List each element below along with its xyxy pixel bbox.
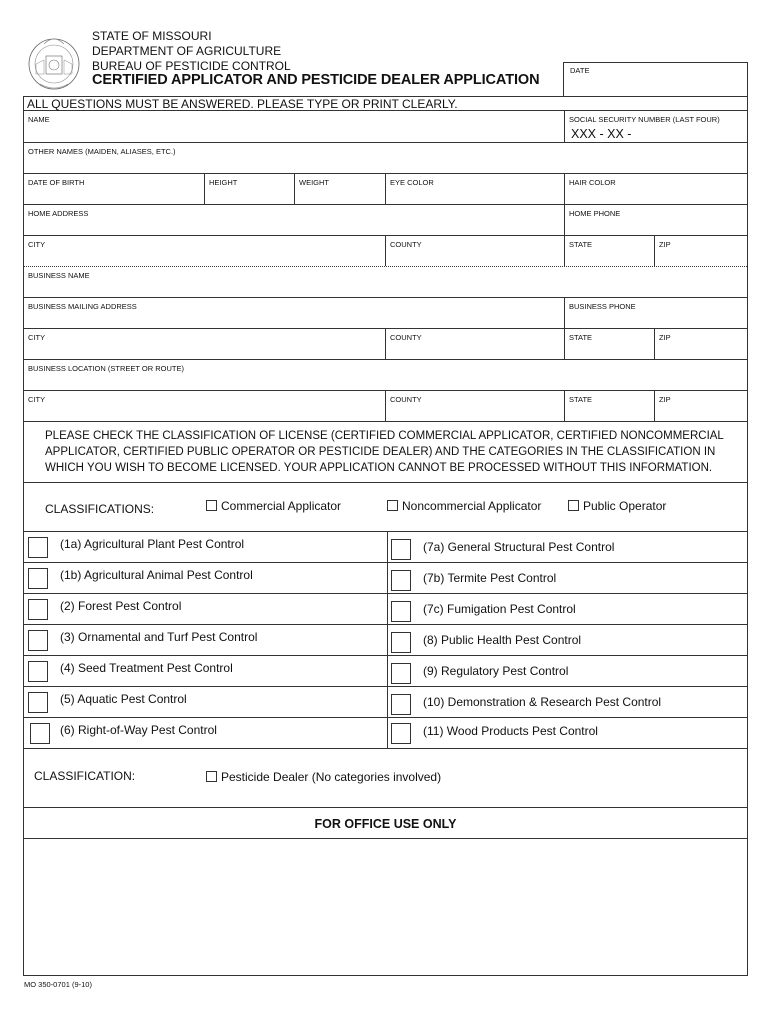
county-label: COUNTY — [390, 240, 422, 249]
other-names-label: OTHER NAMES (MAIDEN, ALIASES, ETC.) — [28, 147, 176, 156]
header-bureau: BUREAU OF PESTICIDE CONTROL — [92, 59, 291, 73]
category-3-checkbox[interactable] — [28, 630, 48, 651]
category-5-checkbox[interactable] — [28, 692, 48, 713]
category-row — [24, 593, 747, 624]
business-phone-label: BUSINESS PHONE — [569, 302, 636, 311]
county-label: COUNTY — [390, 333, 422, 342]
category-8-label: (8) Public Health Pest Control — [423, 633, 582, 647]
category-7a-label: (7a) General Structural Pest Control — [423, 540, 615, 554]
weight-label: WEIGHT — [299, 178, 329, 187]
state-label: STATE — [569, 395, 593, 404]
ssn-value: XXX - XX - — [571, 127, 632, 141]
office-use-title: FOR OFFICE USE ONLY — [314, 817, 457, 831]
category-7a-checkbox[interactable] — [391, 539, 411, 560]
business-location-field[interactable] — [24, 360, 749, 390]
home-state-field[interactable] — [564, 236, 654, 266]
home-zip-field[interactable] — [654, 236, 749, 266]
header-state: STATE OF MISSOURI — [92, 29, 212, 43]
category-row — [24, 655, 747, 686]
public-operator-option[interactable] — [568, 499, 666, 513]
category-1b-label: (1b) Agricultural Animal Pest Control — [60, 568, 253, 582]
zip-label: ZIP — [659, 333, 671, 342]
category-11-checkbox[interactable] — [391, 723, 411, 744]
category-6-label: (6) Right-of-Way Pest Control — [60, 723, 217, 737]
category-1b-checkbox[interactable] — [28, 568, 48, 589]
form-number: MO 350-0701 (9-10) — [24, 980, 92, 989]
business-county-field[interactable] — [385, 329, 564, 359]
commercial-applicator-option[interactable] — [206, 499, 341, 513]
category-10-checkbox[interactable] — [391, 694, 411, 715]
category-4-checkbox[interactable] — [28, 661, 48, 682]
category-6-checkbox[interactable] — [30, 723, 50, 744]
business-mailing-field[interactable] — [24, 298, 564, 328]
category-2-checkbox[interactable] — [28, 599, 48, 620]
eye-color-field[interactable] — [385, 174, 564, 204]
state-label: STATE — [569, 333, 593, 342]
category-9-checkbox[interactable] — [391, 663, 411, 684]
category-1a-checkbox[interactable] — [28, 537, 48, 558]
category-7c-checkbox[interactable] — [391, 601, 411, 622]
location-state-field[interactable] — [564, 391, 654, 421]
category-9-label: (9) Regulatory Pest Control — [423, 664, 569, 678]
county-label: COUNTY — [390, 395, 422, 404]
business-name-field[interactable] — [24, 267, 749, 297]
zip-label: ZIP — [659, 395, 671, 404]
home-phone-label: HOME PHONE — [569, 209, 621, 218]
business-zip-field[interactable] — [654, 329, 749, 359]
business-phone-field[interactable] — [564, 298, 749, 328]
home-county-field[interactable] — [385, 236, 564, 266]
date-label: DATE — [570, 66, 590, 75]
noncommercial-applicator-checkbox[interactable] — [387, 500, 398, 511]
public-operator-label: Public Operator — [583, 499, 667, 513]
dob-field[interactable] — [24, 174, 204, 204]
home-address-label: HOME ADDRESS — [28, 209, 89, 218]
category-10-label: (10) Demonstration & Research Pest Control — [423, 695, 662, 709]
noncommercial-applicator-option[interactable] — [387, 499, 541, 513]
instructions: ALL QUESTIONS MUST BE ANSWERED. PLEASE TYPE OR PRINT CLEARLY. — [24, 97, 747, 111]
location-zip-field[interactable] — [654, 391, 749, 421]
business-location-label: BUSINESS LOCATION (STREET OR ROUTE) — [28, 364, 184, 373]
business-mailing-label: BUSINESS MAILING ADDRESS — [28, 302, 137, 311]
business-state-field[interactable] — [564, 329, 654, 359]
home-address-field[interactable] — [24, 205, 564, 235]
category-row — [24, 717, 747, 748]
category-7b-label: (7b) Termite Pest Control — [423, 571, 557, 585]
location-city-field[interactable] — [24, 391, 385, 421]
other-names-field[interactable] — [24, 143, 749, 173]
missouri-state-seal — [26, 30, 82, 92]
office-use-area — [24, 838, 747, 976]
commercial-applicator-label: Commercial Applicator — [221, 499, 342, 513]
category-7c-label: (7c) Fumigation Pest Control — [423, 602, 576, 616]
ssn-label: SOCIAL SECURITY NUMBER (LAST FOUR) — [569, 115, 720, 124]
height-label: HEIGHT — [209, 178, 238, 187]
city-label: CITY — [28, 333, 46, 342]
category-7b-checkbox[interactable] — [391, 570, 411, 591]
height-field[interactable] — [204, 174, 294, 204]
home-city-field[interactable] — [24, 236, 385, 266]
name-label: NAME — [28, 115, 50, 124]
noncommercial-applicator-label: Noncommercial Applicator — [402, 499, 542, 513]
category-2-label: (2) Forest Pest Control — [60, 599, 182, 613]
city-label: CITY — [28, 395, 46, 404]
category-row — [24, 531, 747, 562]
dob-label: DATE OF BIRTH — [28, 178, 85, 187]
date-field[interactable] — [563, 62, 748, 97]
form-title: CERTIFIED APPLICATOR AND PESTICIDE DEALER APPLICATION — [92, 72, 540, 88]
public-operator-checkbox[interactable] — [568, 500, 579, 511]
state-label: STATE — [569, 240, 593, 249]
category-8-checkbox[interactable] — [391, 632, 411, 653]
classifications-label: CLASSIFICATIONS: — [45, 502, 155, 516]
notice-line-3: WHICH YOU WISH TO BECOME LICENSED. YOUR APPLICATION CANNOT BE PROCESSED WITHOUT THIS INFORMATION. — [45, 462, 713, 474]
category-1a-label: (1a) Agricultural Plant Pest Control — [60, 537, 245, 551]
dealer-classification-label: CLASSIFICATION: — [34, 769, 136, 783]
pesticide-dealer-checkbox[interactable] — [206, 771, 217, 782]
ssn-field[interactable] — [564, 111, 749, 142]
pesticide-dealer-option[interactable] — [206, 770, 441, 784]
category-3-label: (3) Ornamental and Turf Pest Control — [60, 630, 258, 644]
classification-notice — [45, 428, 745, 476]
weight-field[interactable] — [294, 174, 385, 204]
location-county-field[interactable] — [385, 391, 564, 421]
city-label: CITY — [28, 240, 46, 249]
zip-label: ZIP — [659, 240, 671, 249]
category-11-label: (11) Wood Products Pest Control — [423, 724, 598, 738]
notice-line-2: APPLICATOR, CERTIFIED PUBLIC OPERATOR OR PESTICIDE DEALER) AND THE CATEGORIES IN THE CLASSIFICATION IN — [45, 446, 716, 458]
hair-color-field[interactable] — [564, 174, 749, 204]
application-form — [23, 96, 748, 976]
header-department: DEPARTMENT OF AGRICULTURE — [92, 44, 282, 58]
hair-color-label: HAIR COLOR — [569, 178, 616, 187]
category-5-label: (5) Aquatic Pest Control — [60, 692, 187, 706]
category-row — [24, 624, 747, 655]
category-row — [24, 686, 747, 717]
category-4-label: (4) Seed Treatment Pest Control — [60, 661, 233, 675]
commercial-applicator-checkbox[interactable] — [206, 500, 217, 511]
business-city-field[interactable] — [24, 329, 385, 359]
category-row — [24, 562, 747, 593]
name-field[interactable] — [24, 111, 564, 142]
eye-color-label: EYE COLOR — [390, 178, 434, 187]
pesticide-dealer-label: Pesticide Dealer (No categories involved) — [221, 770, 442, 784]
home-phone-field[interactable] — [564, 205, 749, 235]
business-name-label: BUSINESS NAME — [28, 271, 90, 280]
notice-line-1: PLEASE CHECK THE CLASSIFICATION OF LICENSE (CERTIFIED COMMERCIAL APPLICATOR, CERTIFIED NONCOMMERCIAL — [45, 430, 724, 442]
